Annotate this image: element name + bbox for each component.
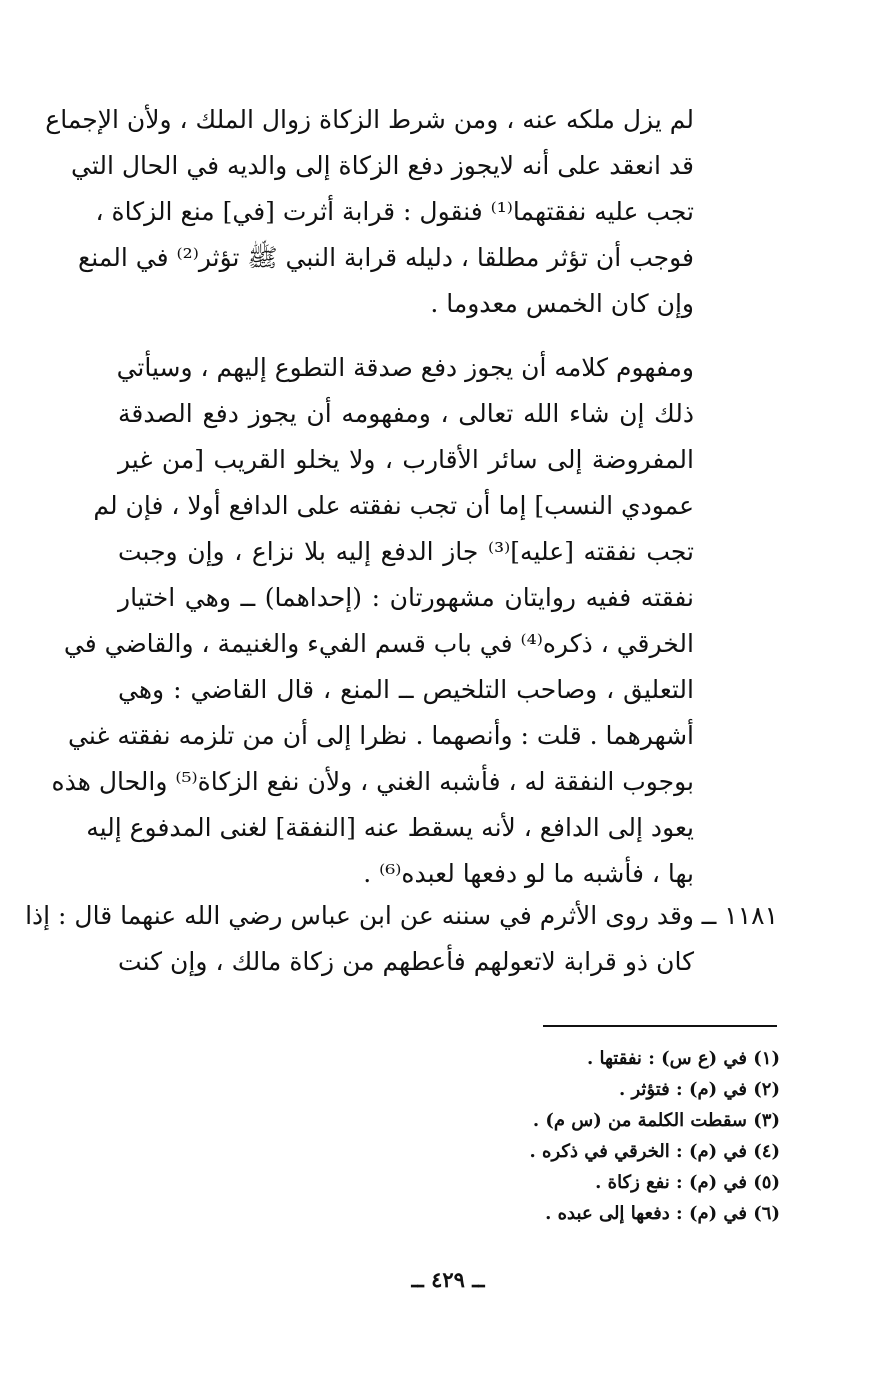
text-line: تجب نفقته [عليه]⁽³⁾ جاز الدفع إليه بلا نزاع ، وإن وجبت xyxy=(118,537,694,566)
text-line: يعود إلى الدافع ، لأنه يسقط عنه [النفقة] لغنى المدفوع إليه xyxy=(86,813,694,842)
hadith-number: ١١٨١ ــ xyxy=(701,901,778,930)
text-line: ذلك إن شاء الله تعالى ، ومفهومه أن يجوز دفع الصدقة xyxy=(118,399,694,428)
text-line: لم يزل ملكه عنه ، ومن شرط الزكاة زوال الملك ، ولأن الإجماع xyxy=(45,105,694,134)
hadith-continuation xyxy=(118,939,694,985)
text-line: وإن كان الخمس معدوما . xyxy=(430,289,694,318)
footnote-item: (٥) في (م) : نفع زكاة . xyxy=(595,1172,780,1193)
footnote-item: (٢) في (م) : فتؤثر . xyxy=(618,1079,780,1100)
text-line: فوجب أن تؤثر مطلقا ، دليله قرابة النبي ﷺ تؤثر⁽²⁾ في المنع xyxy=(77,243,694,272)
text-line: نفقته ففيه روايتان مشهورتان : (إحداهما) ــ وهي اختيار xyxy=(118,583,694,612)
footnote-item: (٤) في (م) : الخرقي في ذكره . xyxy=(529,1141,780,1162)
text-line: الخرقي ، ذكره⁽⁴⁾ في باب قسم الفيء والغنيمة ، والقاضي في xyxy=(63,629,694,658)
paragraph-1 xyxy=(45,97,694,327)
text-line: بوجوب النفقة له ، فأشبه الغني ، ولأن نفع الزكاة⁽⁵⁾ والحال هذه xyxy=(51,767,694,796)
text-line: بها ، فأشبه ما لو دفعها لعبده⁽⁶⁾ . xyxy=(363,859,694,888)
text-line: كان ذو قرابة لاتعولهم فأعطهم من زكاة مالك ، وإن كنت xyxy=(118,947,694,976)
text-line: التعليق ، وصاحب التلخيص ــ المنع ، قال القاضي : وهي xyxy=(118,675,694,704)
footnotes xyxy=(400,1043,780,1229)
text-line: وقد روى الأثرم في سننه عن ابن عباس رضي الله عنهما قال : إذا xyxy=(25,901,694,930)
text-line: أشهرهما . قلت : وأنصهما . نظرا إلى أن من تلزمه نفقته غني xyxy=(68,721,694,750)
text-line: المفروضة إلى سائر الأقارب ، ولا يخلو القريب [من غير xyxy=(118,445,694,474)
paragraph-2 xyxy=(51,345,694,897)
footnote-item: (١) في (ع س) : نفقتها . xyxy=(586,1048,780,1069)
text-line: ومفهوم كلامه أن يجوز دفع صدقة التطوع إليهم ، وسيأتي xyxy=(116,353,694,382)
page-number: ــ ٤٢٩ ــ xyxy=(411,1267,485,1292)
footnote-item: (٦) في (م) : دفعها إلى عبده . xyxy=(545,1203,780,1224)
hadith-first-line xyxy=(25,893,778,939)
footnote-separator xyxy=(543,1025,777,1027)
text-line: قد انعقد على أنه لايجوز دفع الزكاة إلى والديه في الحال التي xyxy=(71,151,694,180)
text-line: عمودي النسب] إما أن تجب نفقته على الدافع أولا ، فإن لم xyxy=(93,491,694,520)
footnote-item: (٣) سقطت الكلمة من (س م) . xyxy=(532,1110,780,1131)
text-line: تجب عليه نفقتهما⁽¹⁾ فنقول : قرابة أثرت [في] منع الزكاة ، xyxy=(95,197,694,226)
